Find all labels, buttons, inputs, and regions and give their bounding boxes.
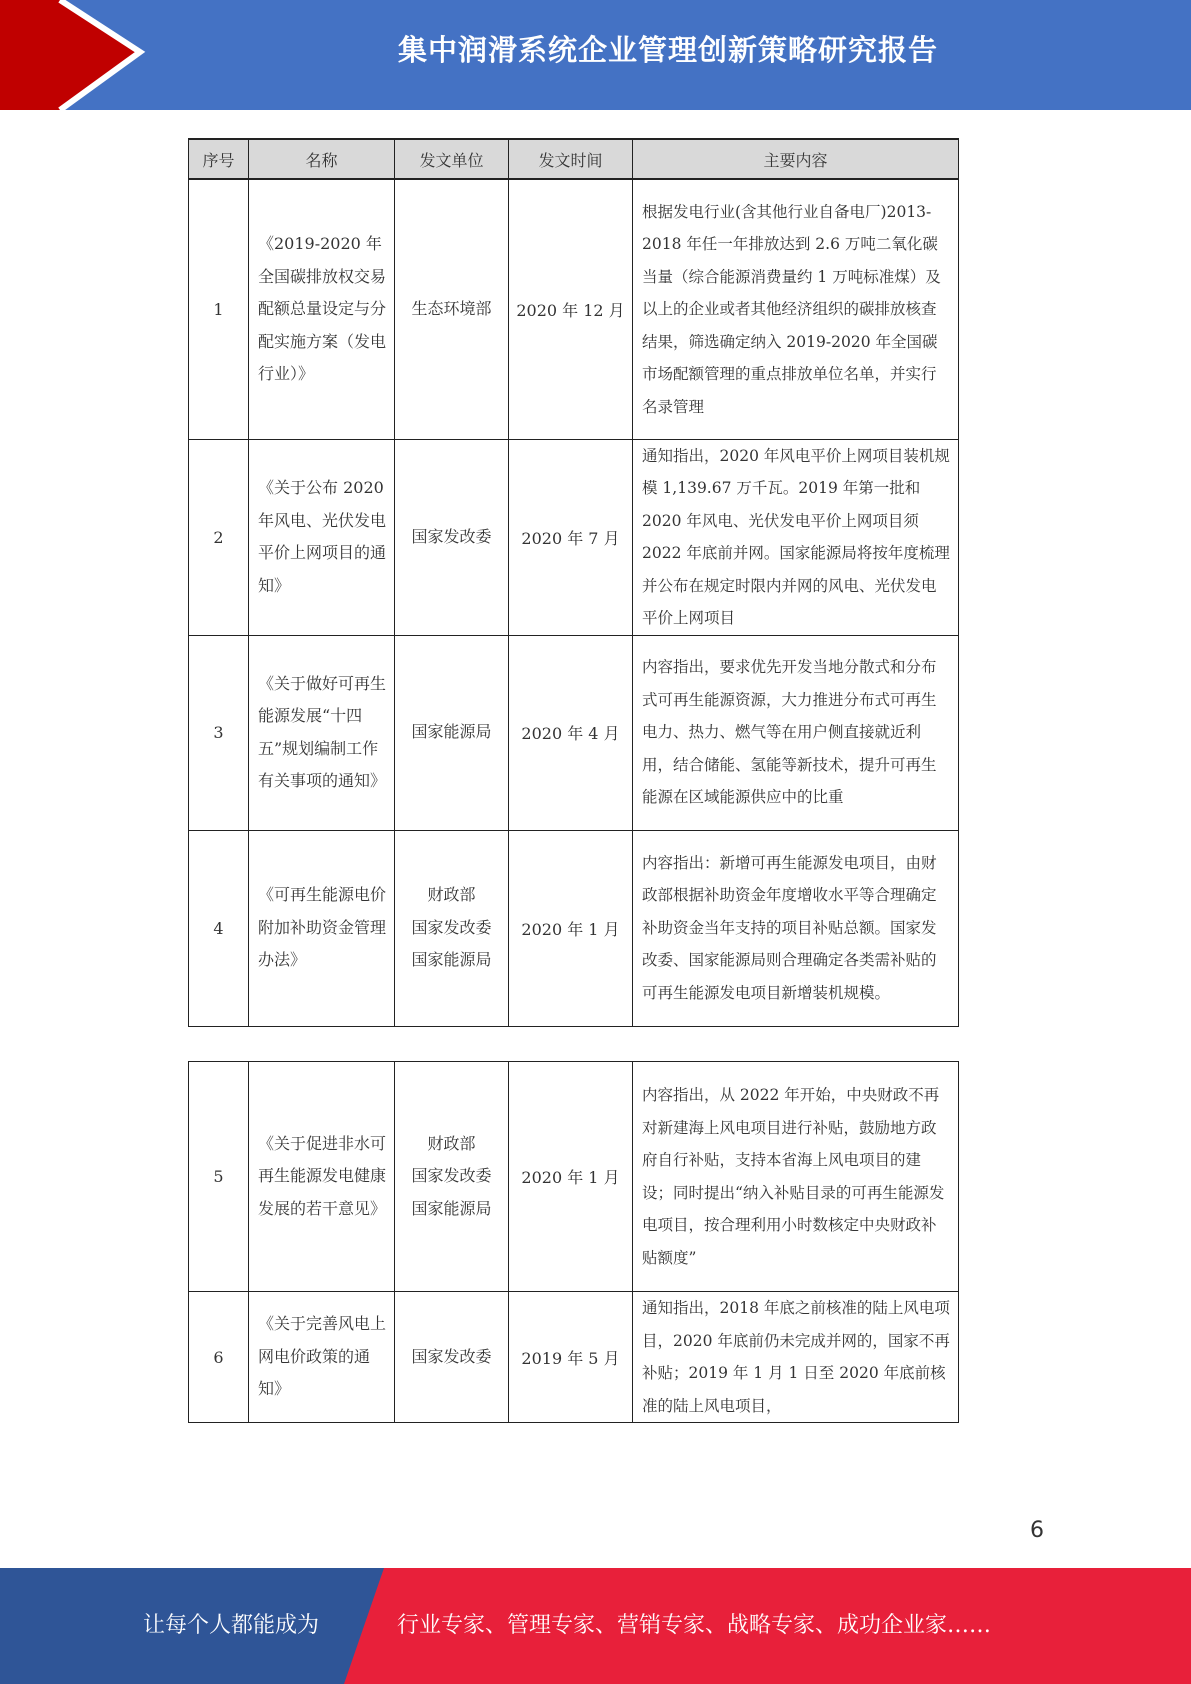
policy-table-part-2 [188, 1061, 959, 1423]
document-name: 《关于完善风电上网电价政策的通知》 [249, 1292, 395, 1423]
table-row [189, 1292, 959, 1423]
table-row [189, 830, 959, 1026]
report-title: 集中润滑系统企业管理创新策略研究报告 [397, 33, 938, 67]
column-header-date: 发文时间 [509, 139, 633, 179]
header-arrow-icon [0, 0, 160, 110]
issue-date: 2020 年 4 月 [509, 635, 633, 830]
document-name: 《关于公布 2020 年风电、光伏发电平价上网项目的通知》 [249, 439, 395, 635]
issue-date: 2020 年 1 月 [509, 830, 633, 1026]
issue-date: 2019 年 5 月 [509, 1292, 633, 1423]
table-row [189, 439, 959, 635]
table-row [189, 179, 959, 439]
row-number: 4 [189, 830, 249, 1026]
issue-date: 2020 年 12 月 [509, 179, 633, 439]
row-number: 6 [189, 1292, 249, 1423]
issue-date: 2020 年 7 月 [509, 439, 633, 635]
main-content: 通知指出，2020 年风电平价上网项目装机规模 1,139.67 万千瓦。2019 年第一批和 2020 年风电、光伏发电平价上网项目须 2022 年底前并网。国家能源局将按年度梳理并公布在规定时限内并网的风电、光伏发电平价上网项目 [633, 439, 959, 635]
table-header-row [189, 139, 959, 179]
table-row [189, 1062, 959, 1292]
issuing-unit: 国家发改委 [395, 1292, 509, 1423]
issuing-unit: 财政部 国家发改委 国家能源局 [395, 830, 509, 1026]
row-number: 1 [189, 179, 249, 439]
row-number: 3 [189, 635, 249, 830]
issuing-unit: 财政部 国家发改委 国家能源局 [395, 1062, 509, 1292]
row-number: 5 [189, 1062, 249, 1292]
issuing-unit: 生态环境部 [395, 179, 509, 439]
issue-date: 2020 年 1 月 [509, 1062, 633, 1292]
main-content: 根据发电行业(含其他行业自备电厂)2013-2018 年任一年排放达到 2.6 万吨二氧化碳当量（综合能源消费量约 1 万吨标准煤）及以上的企业或者其他经济组织的碳排放核查结果，筛选确定纳入 2019-2020 年全国碳市场配额管理的重点排放单位名单，并实行名录管理 [633, 179, 959, 439]
document-name: 《2019-2020 年全国碳排放权交易配额总量设定与分配实施方案（发电行业）》 [249, 179, 395, 439]
page-number: 6 [1030, 1518, 1044, 1543]
table-row [189, 635, 959, 830]
document-name: 《关于促进非水可再生能源发电健康发展的若干意见》 [249, 1062, 395, 1292]
document-name: 《可再生能源电价附加补助资金管理办法》 [249, 830, 395, 1026]
footer-banner [0, 1568, 1191, 1684]
column-header-unit: 发文单位 [395, 139, 509, 179]
policy-table-part-1 [188, 138, 959, 1027]
column-header-name: 名称 [249, 139, 395, 179]
column-header-no: 序号 [189, 139, 249, 179]
row-number: 2 [189, 439, 249, 635]
issuing-unit: 国家能源局 [395, 635, 509, 830]
header-bar [0, 0, 1191, 110]
main-content: 内容指出，要求优先开发当地分散式和分布式可再生能源资源，大力推进分布式可再生电力、热力、燃气等在用户侧直接就近利用，结合储能、氢能等新技术，提升可再生能源在区域能源供应中的比重 [633, 635, 959, 830]
column-header-content: 主要内容 [633, 139, 959, 179]
main-content: 通知指出，2018 年底之前核准的陆上风电项目，2020 年底前仍未完成并网的，国家不再补贴；2019 年 1 月 1 日至 2020 年底前核准的陆上风电项目， [633, 1292, 959, 1423]
issuing-unit: 国家发改委 [395, 439, 509, 635]
footer-slogan-right: 行业专家、管理专家、营销专家、战略专家、成功企业家…… [397, 1613, 992, 1638]
main-content: 内容指出，从 2022 年开始，中央财政不再对新建海上风电项目进行补贴，鼓励地方政府自行补贴，支持本省海上风电项目的建设；同时提出“纳入补贴目录的可再生能源发电项目，按合理利用小时数核定中央财政补贴额度” [633, 1062, 959, 1292]
footer-slogan-left: 让每个人都能成为 [143, 1613, 320, 1638]
document-name: 《关于做好可再生能源发展“十四五”规划编制工作有关事项的通知》 [249, 635, 395, 830]
main-content: 内容指出：新增可再生能源发电项目，由财政部根据补助资金年度增收水平等合理确定补助资金当年支持的项目补贴总额。国家发改委、国家能源局则合理确定各类需补贴的可再生能源发电项目新增装机规模。 [633, 830, 959, 1026]
